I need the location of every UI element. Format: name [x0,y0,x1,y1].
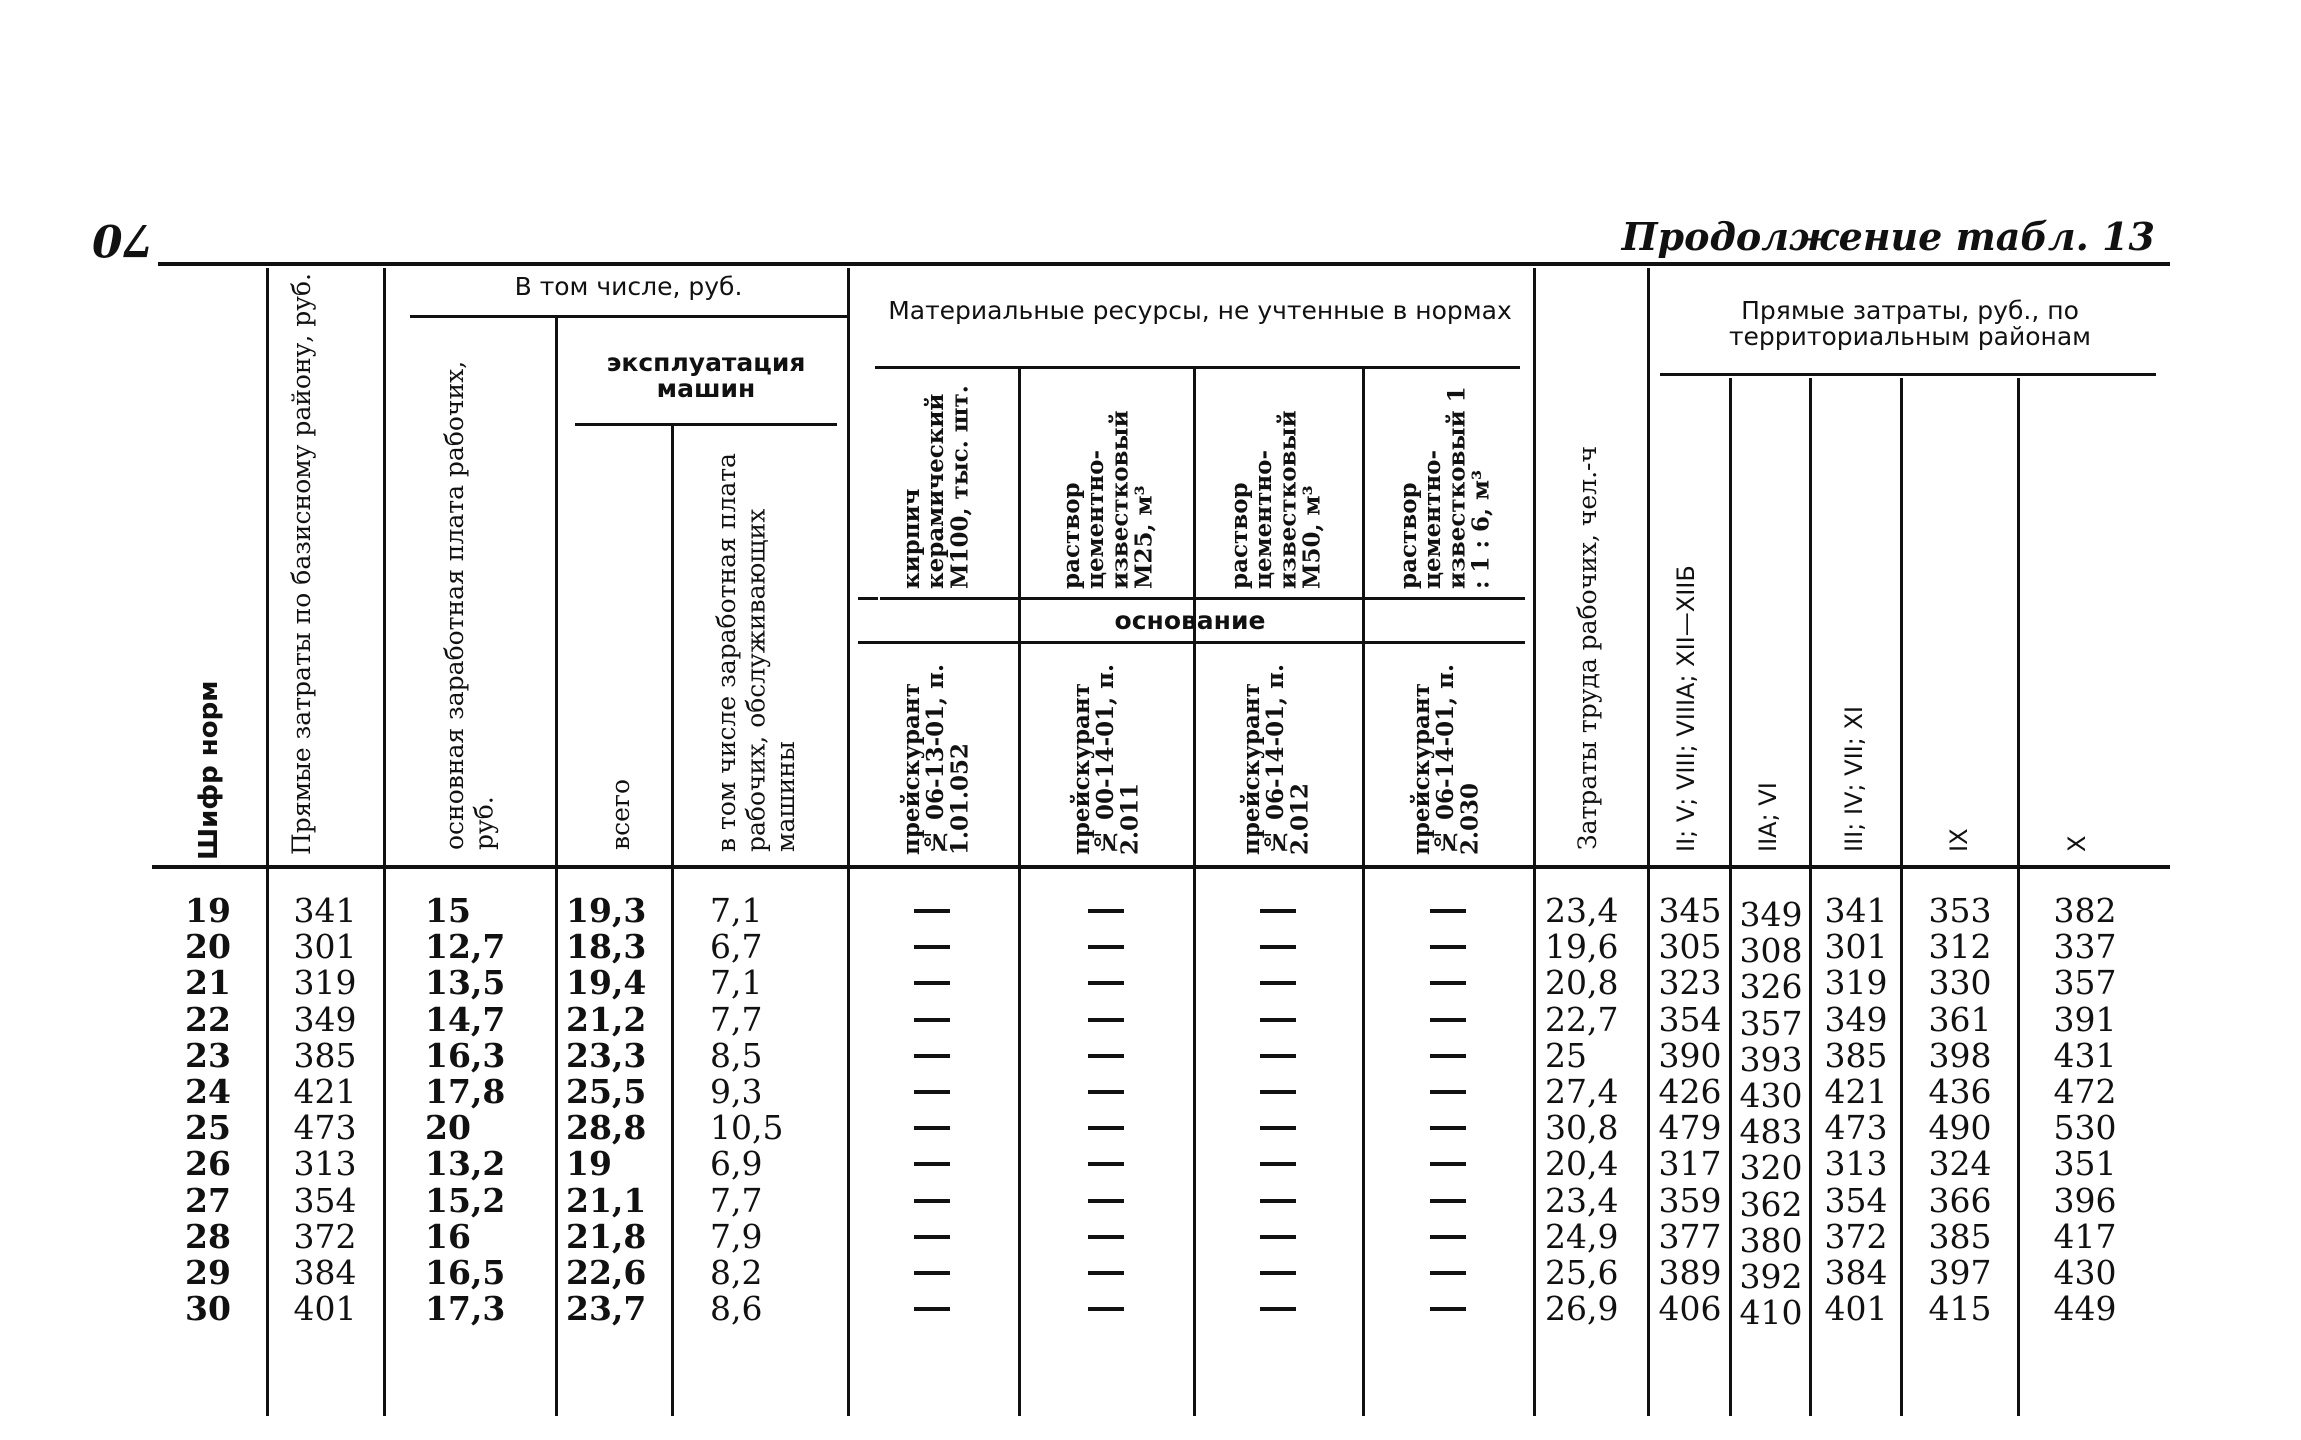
empty-dash [1248,1255,1308,1291]
cell-region-2: 410 [1739,1293,1803,1333]
cell-wages: 13,2 [425,1144,506,1184]
cell-code: 23 [185,1035,231,1075]
col-machines-total [566,893,666,1327]
cell-region-4: 490 [1928,1108,1992,1148]
cell-labor: 26,9 [1545,1289,1619,1329]
cell-region-4: 415 [1928,1289,1992,1329]
cell-region-2: 362 [1739,1184,1803,1224]
cell-code: 28 [185,1216,231,1256]
cell-code: 26 [185,1144,231,1184]
cell-region-1: 317 [1658,1144,1722,1184]
header-basis1: прейскурант № 06-13-01, п. 1.01.052 [898,664,974,855]
col-region-5 [2020,893,2150,1327]
cell-region-3: 385 [1824,1035,1888,1075]
cell-code: 22 [185,999,231,1039]
col-mat1-dashes [902,893,962,1327]
cell-region-1: 406 [1658,1289,1722,1329]
empty-dash [1418,965,1478,1001]
cell-direct: 341 [293,891,357,930]
cell-wages: 12,7 [425,927,506,967]
cell-wages: 14,7 [425,999,506,1039]
cell-region-3: 372 [1824,1216,1888,1256]
empty-dash [1248,965,1308,1001]
cell-region-2: 357 [1739,1003,1803,1043]
cell-wages: 15,2 [425,1180,506,1220]
cell-region-5: 449 [2053,1289,2117,1329]
cell-region-1: 426 [1658,1071,1722,1111]
col-wages [425,893,515,1327]
cell-machines-wages: 6,9 [710,1144,763,1184]
cell-region-3: 341 [1824,891,1888,930]
cell-machines-total: 25,5 [566,1071,647,1111]
empty-dash [1248,1110,1308,1146]
empty-dash [1076,1183,1136,1219]
empty-dash [1076,1291,1136,1327]
cell-wages: 17,8 [425,1071,506,1111]
cell-region-5: 417 [2053,1216,2117,1256]
empty-dash [1076,1255,1136,1291]
cell-wages: 16,5 [425,1252,506,1292]
empty-dash [902,965,962,1001]
empty-dash [1418,1074,1478,1110]
cell-machines-total: 19 [566,1144,612,1184]
cell-region-4: 385 [1928,1216,1992,1256]
cell-wages: 17,3 [425,1289,506,1329]
cell-region-2: 483 [1739,1112,1803,1152]
header-wages: основная заработная плата рабочих, руб. [440,360,499,850]
empty-dash [902,1183,962,1219]
cell-region-3: 301 [1824,927,1888,967]
cell-direct: 401 [293,1289,357,1329]
empty-dash [1248,1038,1308,1074]
vrule [1018,368,1021,1416]
cell-region-3: 384 [1824,1252,1888,1292]
materials-rule [875,366,1520,369]
cell-region-4: 436 [1928,1071,1992,1111]
header-r5: X [2063,835,2091,852]
cell-direct: 319 [293,963,357,1003]
empty-dash [1248,1183,1308,1219]
empty-dash [1418,1146,1478,1182]
col-machines-wages [710,893,810,1327]
col-region-2 [1731,897,1811,1331]
header-code: Шифр норм [194,680,224,860]
cell-region-2: 380 [1739,1220,1803,1260]
cell-code: 24 [185,1071,231,1111]
empty-dash [1076,965,1136,1001]
col-mat4-dashes [1418,893,1478,1327]
cell-region-4: 324 [1928,1144,1992,1184]
empty-dash [902,1074,962,1110]
empty-dash [1076,1038,1136,1074]
cell-labor: 19,6 [1545,927,1619,967]
cell-wages: 16 [425,1216,471,1256]
cell-direct: 301 [293,927,357,967]
cell-region-1: 323 [1658,963,1722,1003]
cell-region-1: 390 [1658,1035,1722,1075]
cell-code: 21 [185,963,231,1003]
cell-labor: 27,4 [1545,1071,1619,1111]
header-basis3: прейскурант № 06-14-01, п. 2.012 [1238,664,1314,855]
cell-region-5: 351 [2053,1144,2117,1184]
cell-region-5: 337 [2053,927,2117,967]
cell-labor: 25 [1545,1035,1587,1075]
col-code [178,893,238,1327]
cell-code: 30 [185,1289,231,1329]
header-machines-total: всего [606,778,635,850]
cell-code: 29 [185,1252,231,1292]
cell-direct: 385 [293,1035,357,1075]
cell-direct: 384 [293,1252,357,1292]
cell-wages: 16,3 [425,1035,506,1075]
empty-dash [1248,1291,1308,1327]
cell-machines-total: 23,7 [566,1289,647,1329]
vrule [847,268,850,1416]
empty-dash [1076,1219,1136,1255]
empty-dash [902,1110,962,1146]
cell-region-4: 398 [1928,1035,1992,1075]
cell-direct: 313 [293,1144,357,1184]
cell-machines-wages: 6,7 [710,927,763,967]
header-r2: IIA; VI [1754,782,1782,852]
header-r1: II; V; VIII; VIIIA; XII—XIIБ [1672,565,1700,852]
table-top-rule [158,262,2170,266]
cell-wages: 13,5 [425,963,506,1003]
cell-region-2: 326 [1739,967,1803,1007]
header-mat4: раствор цементно-известковый 1 : 1 : 6, м³ [1395,386,1495,589]
cell-machines-wages: 10,5 [710,1108,784,1148]
cell-region-5: 431 [2053,1035,2117,1075]
empty-dash [1076,893,1136,929]
cell-machines-total: 21,1 [566,1180,647,1220]
empty-dash [1248,1146,1308,1182]
cell-region-3: 401 [1824,1289,1888,1329]
cell-labor: 23,4 [1545,1180,1619,1220]
header-r4: IX [1945,828,1973,852]
cell-machines-total: 21,2 [566,999,647,1039]
empty-dash [1248,929,1308,965]
vrule [1193,368,1196,1416]
cell-labor: 20,8 [1545,963,1619,1003]
vrule [1533,268,1536,1416]
empty-dash [1418,1255,1478,1291]
header-bottom-rule [152,865,2170,869]
cell-labor: 23,4 [1545,891,1619,930]
cell-region-4: 361 [1928,999,1992,1039]
cell-machines-wages: 7,1 [710,891,763,930]
cell-region-1: 377 [1658,1216,1722,1256]
col-mat3-dashes [1248,893,1308,1327]
cell-region-2: 393 [1739,1039,1803,1079]
header-mat3: раствор цементно-известковый М50, м³ [1226,410,1326,589]
cell-machines-wages: 7,9 [710,1216,763,1256]
cell-machines-total: 21,8 [566,1216,647,1256]
empty-dash [902,929,962,965]
cell-labor: 24,9 [1545,1216,1619,1256]
cell-machines-total: 23,3 [566,1035,647,1075]
empty-dash [1076,1002,1136,1038]
header-mat1: кирпич керамический М100, тыс. шт. [898,385,974,589]
header-machines: эксплуатация машин [606,348,806,404]
empty-dash [1418,1291,1478,1327]
cell-region-4: 353 [1928,891,1992,930]
cell-direct: 349 [293,999,357,1039]
empty-dash [1248,893,1308,929]
col-region-1 [1650,893,1730,1327]
cell-code: 19 [185,891,231,930]
cell-region-5: 382 [2053,891,2117,930]
header-regions: Прямые затраты, руб., по территориальным районам [1728,296,2092,352]
cell-region-1: 305 [1658,927,1722,967]
empty-dash [1248,1219,1308,1255]
cell-region-3: 349 [1824,999,1888,1039]
empty-dash [1076,1110,1136,1146]
cell-region-3: 319 [1824,963,1888,1003]
empty-dash [1418,1219,1478,1255]
cell-direct: 473 [293,1108,357,1148]
header-basis2: прейскурант № 00-14-01, п. 2.011 [1068,664,1144,855]
cell-region-2: 392 [1739,1256,1803,1296]
materials-dash [858,597,878,600]
header-direct-base: Прямые затраты по базисному району, руб. [287,273,316,855]
col-region-4 [1903,893,2017,1327]
empty-dash [1418,929,1478,965]
empty-dash [1076,1074,1136,1110]
cell-region-2: 430 [1739,1075,1803,1115]
vrule [671,425,674,1416]
empty-dash [1418,1110,1478,1146]
cell-region-3: 354 [1824,1180,1888,1220]
cell-region-4: 397 [1928,1252,1992,1292]
empty-dash [902,893,962,929]
header-labor: Затраты труда рабочих, чел.-ч [1573,445,1602,850]
cell-region-2: 308 [1739,931,1803,971]
cell-region-1: 389 [1658,1252,1722,1292]
cell-region-4: 330 [1928,963,1992,1003]
basis-rule [858,641,1525,644]
empty-dash [1076,1146,1136,1182]
empty-dash [902,1146,962,1182]
empty-dash [1418,893,1478,929]
empty-dash [1418,1183,1478,1219]
cell-region-5: 530 [2053,1108,2117,1148]
empty-dash [902,1219,962,1255]
cell-machines-wages: 8,2 [710,1252,763,1292]
header-mat2: раствор цементно-известковый М25, м³ [1058,410,1158,589]
col-mat2-dashes [1076,893,1136,1327]
vrule [555,318,558,1416]
cell-labor: 22,7 [1545,999,1619,1039]
empty-dash [1248,1002,1308,1038]
empty-dash [1248,1074,1308,1110]
cell-labor: 30,8 [1545,1108,1619,1148]
empty-dash [902,1291,962,1327]
cell-machines-wages: 7,1 [710,963,763,1003]
cell-wages: 15 [425,891,471,930]
cell-labor: 25,6 [1545,1252,1619,1292]
header-basis: основание [1114,606,1266,635]
cell-machines-wages: 7,7 [710,1180,763,1220]
cell-region-3: 313 [1824,1144,1888,1184]
cell-machines-total: 28,8 [566,1108,647,1148]
cell-machines-total: 22,6 [566,1252,647,1292]
cell-code: 20 [185,927,231,967]
vrule [1362,368,1365,1416]
including-rule [410,315,847,318]
cell-direct: 354 [293,1180,357,1220]
cell-region-1: 479 [1658,1108,1722,1148]
cell-region-1: 345 [1658,891,1722,930]
empty-dash [1418,1002,1478,1038]
header-basis4: прейскурант № 06-14-01, п. 2.030 [1408,664,1484,855]
table-continuation-title: Продолжение табл. 13 [1621,214,2155,259]
empty-dash [902,1255,962,1291]
col-direct [280,893,370,1327]
empty-dash [902,1038,962,1074]
cell-machines-total: 18,3 [566,927,647,967]
col-region-3 [1812,893,1900,1327]
cell-machines-total: 19,3 [566,891,647,930]
vrule [266,268,269,1416]
cell-wages: 20 [425,1108,471,1148]
empty-dash [1076,929,1136,965]
header-machines-wages: в том числе заработная плата рабочих, обслуживающих машины [712,453,800,852]
cell-code: 27 [185,1180,231,1220]
cell-machines-wages: 8,6 [710,1289,763,1329]
header-including: В том числе, руб. [514,272,743,301]
cell-direct: 421 [293,1071,357,1111]
cell-code: 25 [185,1108,231,1148]
cell-region-5: 472 [2053,1071,2117,1111]
cell-direct: 372 [293,1216,357,1256]
cell-region-1: 354 [1658,999,1722,1039]
cell-region-5: 430 [2053,1252,2117,1292]
cell-region-2: 320 [1739,1148,1803,1188]
vrule [383,268,386,1416]
cell-machines-wages: 9,3 [710,1071,763,1111]
cell-region-5: 357 [2053,963,2117,1003]
cell-region-4: 312 [1928,927,1992,967]
cell-region-3: 473 [1824,1108,1888,1148]
empty-dash [902,1002,962,1038]
cell-region-4: 366 [1928,1180,1992,1220]
regions-rule [1660,373,2156,376]
empty-dash [1418,1038,1478,1074]
col-labor [1545,893,1645,1327]
cell-region-5: 396 [2053,1180,2117,1220]
page-number: 70 [92,214,154,265]
cell-machines-wages: 8,5 [710,1035,763,1075]
cell-machines-total: 19,4 [566,963,647,1003]
cell-region-5: 391 [2053,999,2117,1039]
header-r3: III; IV; VII; XI [1840,706,1868,852]
materials-bottom-rule [880,597,1525,600]
header-materials: Материальные ресурсы, не учтенные в нормах [888,296,1512,325]
cell-region-3: 421 [1824,1071,1888,1111]
cell-labor: 20,4 [1545,1144,1619,1184]
cell-machines-wages: 7,7 [710,999,763,1039]
cell-region-1: 359 [1658,1180,1722,1220]
machines-rule [575,423,837,426]
cell-region-2: 349 [1739,895,1803,934]
